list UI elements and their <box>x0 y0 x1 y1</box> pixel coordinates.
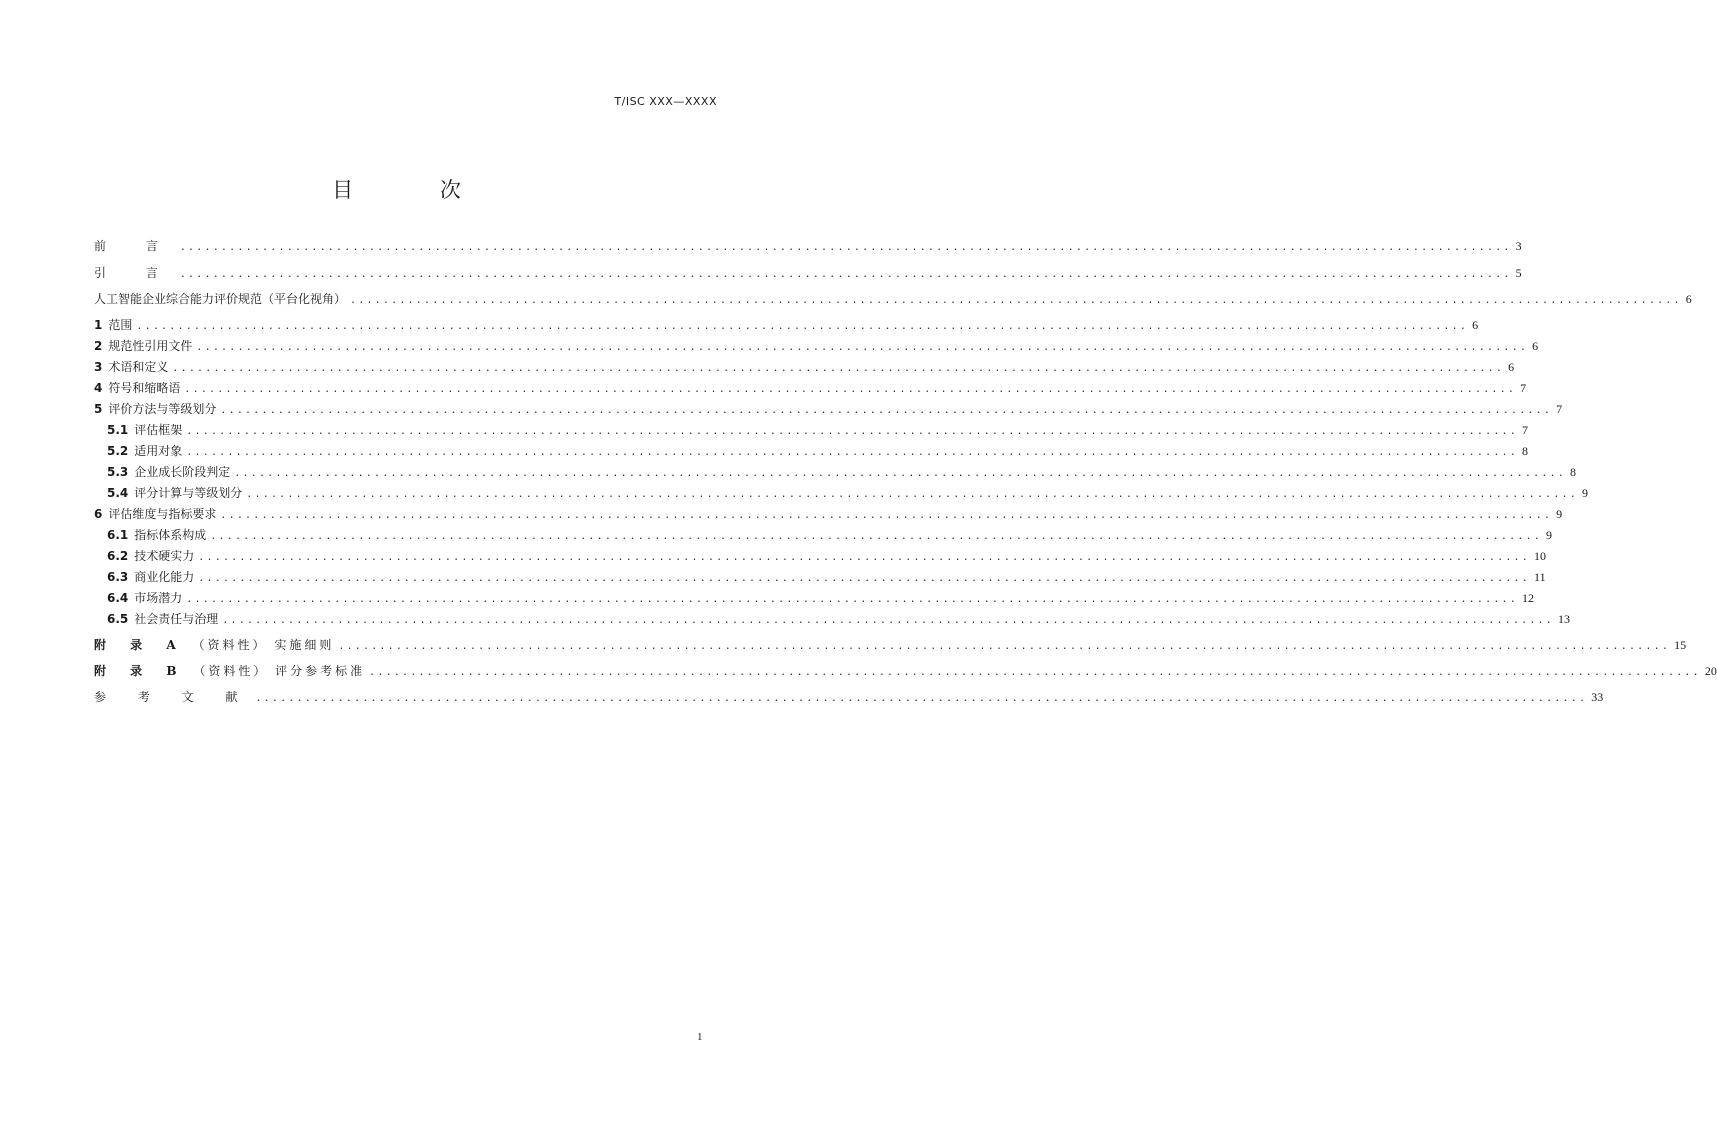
toc-entry-label <box>94 663 365 679</box>
toc-section-number: 3 <box>94 360 103 374</box>
toc-entry-5-3[interactable] <box>107 464 1577 482</box>
toc-section-number: 4 <box>94 381 103 395</box>
toc-entry-label <box>107 422 182 438</box>
appendix-title: （资料性） 实施细则 <box>192 638 335 652</box>
toc-section-number: 2 <box>94 339 103 353</box>
toc-section-title: 商业化能力 <box>134 570 195 584</box>
toc-entry-label <box>107 443 182 459</box>
toc-section-number: 6.4 <box>107 591 129 605</box>
toc-entry-label <box>107 464 230 480</box>
toc-section-number: 5.1 <box>107 423 129 437</box>
toc-entry-label <box>107 611 218 627</box>
toc-entry-label <box>94 506 216 522</box>
toc-leader: .................................................................................................................................................................. <box>186 426 1519 437</box>
toc-section-title: 适用对象 <box>134 444 183 458</box>
toc-entry-references[interactable] <box>94 689 1604 707</box>
toc-entry-5[interactable] <box>94 401 1563 419</box>
toc-entry-label <box>107 569 194 585</box>
toc-page-number: 6 <box>1508 360 1515 374</box>
toc-page-number: 10 <box>1534 549 1547 563</box>
toc-entry-label <box>94 401 216 417</box>
toc-section-title: 术语和定义 <box>108 360 169 374</box>
toc-entry-label <box>94 338 192 354</box>
toc-entry-label <box>107 485 242 501</box>
toc-entry-6-5[interactable] <box>107 611 1571 629</box>
toc-leader: .................................................................................................................................................................. <box>338 641 1671 652</box>
appendix-prefix: 附 录 B <box>94 664 187 678</box>
toc-page-number: 8 <box>1522 444 1529 458</box>
toc-section-number: 5.2 <box>107 444 129 458</box>
toc-leader: .................................................................................................................................................................. <box>179 269 1512 280</box>
toc-entry-label <box>94 359 168 375</box>
toc-entry-6-3[interactable] <box>107 569 1546 587</box>
toc-entry-label <box>94 637 334 653</box>
toc-page-number: 13 <box>1558 612 1571 626</box>
toc-section-title: 指标体系构成 <box>134 528 207 542</box>
toc-section-title: 符号和缩略语 <box>108 381 181 395</box>
toc-entry-5-2[interactable] <box>107 443 1529 461</box>
toc-entry-6-4[interactable] <box>107 590 1535 608</box>
toc-entry-label <box>107 590 182 606</box>
toc-section-number: 6.3 <box>107 570 129 584</box>
toc-entry-6[interactable] <box>94 506 1563 524</box>
toc-entry-label: 引 言 <box>94 266 176 280</box>
toc-page-number: 9 <box>1582 486 1589 500</box>
toc-page-number: 7 <box>1522 423 1529 437</box>
toc-page-number: 8 <box>1570 465 1577 479</box>
toc-entry-foreword[interactable] <box>94 238 1522 256</box>
toc-entry-3[interactable] <box>94 359 1515 377</box>
toc-section-title: 技术硬实力 <box>134 549 195 563</box>
toc-leader: .................................................................................................................................................................. <box>184 384 1517 395</box>
toc-leader: .................................................................................................................................................................. <box>246 489 1579 500</box>
toc-section-number: 5.3 <box>107 465 129 479</box>
toc-page-number: 15 <box>1674 638 1687 652</box>
toc-page-number: 6 <box>1685 292 1692 306</box>
toc-entry-label: 人工智能企业综合能力评价规范（平台化视角） <box>94 292 347 306</box>
toc-entry-5-1[interactable] <box>107 422 1529 440</box>
toc-leader: .................................................................................................................................................................. <box>198 552 1531 563</box>
toc-entry-6-1[interactable] <box>107 527 1553 545</box>
toc-section-title: 评估框架 <box>134 423 183 437</box>
toc-entry-main-title[interactable] <box>94 291 1692 309</box>
toc-leader: .................................................................................................................................................................. <box>350 295 1682 306</box>
toc-section-title: 规范性引用文件 <box>108 339 193 353</box>
toc-entry-4[interactable] <box>94 380 1527 398</box>
toc-leader: .................................................................................................................................................................. <box>210 531 1543 542</box>
toc-page-number: 9 <box>1556 507 1563 521</box>
toc-entry-2[interactable] <box>94 338 1539 356</box>
toc-entry-label: 参 考 文 献 <box>94 690 252 704</box>
toc-page-number: 5 <box>1515 266 1522 280</box>
toc-page-number: 6 <box>1532 339 1539 353</box>
toc-leader: .................................................................................................................................................................. <box>186 447 1519 458</box>
toc-leader: .................................................................................................................................................................. <box>179 242 1512 253</box>
toc-leader: .................................................................................................................................................................. <box>220 405 1553 416</box>
toc-leader: .................................................................................................................................................................. <box>369 667 1701 678</box>
toc-entry-5-4[interactable] <box>107 485 1589 503</box>
toc-leader: .................................................................................................................................................................. <box>220 510 1553 521</box>
toc-page-number: 7 <box>1520 381 1527 395</box>
toc-section-title: 评估维度与指标要求 <box>108 507 217 521</box>
toc-entry-label <box>107 527 206 543</box>
toc-entry-label <box>94 380 180 396</box>
toc-page-number: 3 <box>1515 239 1522 253</box>
toc-page-number: 7 <box>1556 402 1563 416</box>
toc-entry-1[interactable] <box>94 317 1479 335</box>
toc-page-number: 6 <box>1472 318 1479 332</box>
toc-section-title: 评分计算与等级划分 <box>134 486 243 500</box>
toc-section-title: 市场潜力 <box>134 591 183 605</box>
toc-entry-label <box>94 317 132 333</box>
toc-leader: .................................................................................................................................................................. <box>136 321 1469 332</box>
toc-title: 目 次 <box>332 178 501 202</box>
toc-section-title: 评价方法与等级划分 <box>108 402 217 416</box>
toc-leader: .................................................................................................................................................................. <box>255 693 1588 704</box>
toc-leader: .................................................................................................................................................................. <box>186 594 1519 605</box>
page-number: 1 <box>697 1031 703 1043</box>
toc-entry-label <box>107 548 194 564</box>
toc-section-number: 5.4 <box>107 486 129 500</box>
toc-section-number: 6.2 <box>107 549 129 563</box>
toc-leader: .................................................................................................................................................................. <box>172 363 1505 374</box>
toc-page-number: 33 <box>1591 690 1604 704</box>
toc-section-number: 6 <box>94 507 103 521</box>
toc-section-number: 6.5 <box>107 612 129 626</box>
toc-entry-6-2[interactable] <box>107 548 1547 566</box>
standard-code: T/ISC XXX—XXXX <box>614 95 717 108</box>
toc-page-number: 9 <box>1546 528 1553 542</box>
toc-entry-appendix-a[interactable] <box>94 637 1687 655</box>
toc-page-number: 11 <box>1534 570 1546 584</box>
toc-entry-introduction[interactable] <box>94 265 1522 283</box>
appendix-prefix: 附 录 A <box>94 638 186 652</box>
toc-section-number: 5 <box>94 402 103 416</box>
toc-leader: .................................................................................................................................................................. <box>234 468 1567 479</box>
toc-page-number: 12 <box>1522 591 1535 605</box>
toc-leader: .................................................................................................................................................................. <box>222 615 1555 626</box>
toc-section-title: 企业成长阶段判定 <box>134 465 231 479</box>
toc-section-number: 1 <box>94 318 103 332</box>
toc-page-number: 20 <box>1704 664 1717 678</box>
appendix-title: （资料性） 评分参考标准 <box>193 664 366 678</box>
toc-entry-label: 前 言 <box>94 239 176 253</box>
toc-section-title: 范围 <box>108 318 133 332</box>
toc-leader: .................................................................................................................................................................. <box>198 573 1531 584</box>
toc-section-number: 6.1 <box>107 528 129 542</box>
toc-section-title: 社会责任与治理 <box>134 612 219 626</box>
toc-entry-appendix-b[interactable] <box>94 663 1717 681</box>
toc-leader: .................................................................................................................................................................. <box>196 342 1529 353</box>
